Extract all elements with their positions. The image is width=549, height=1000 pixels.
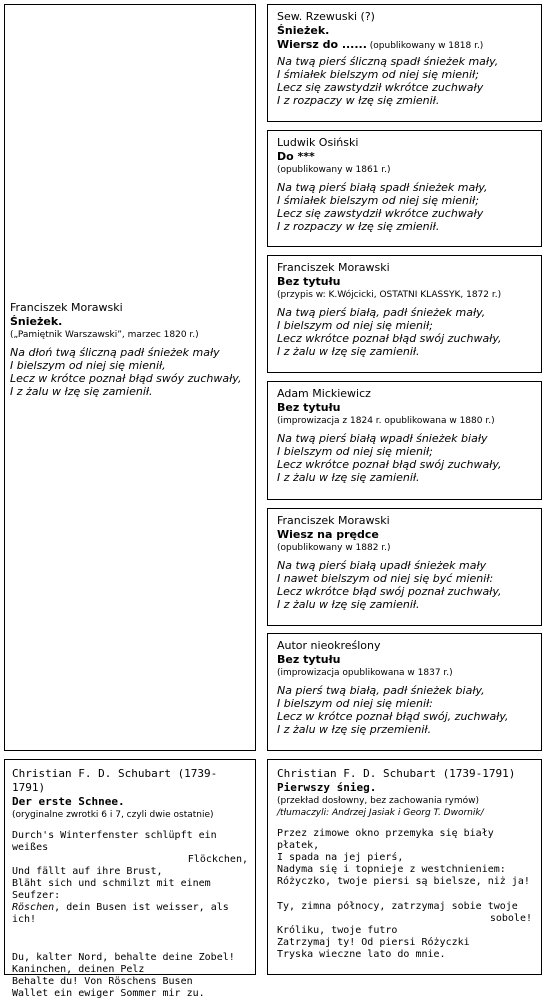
poem-line: Na twą pierś białą upadł śnieżek mały: [277, 559, 487, 572]
poem-line: I spada na jej pierś,: [277, 852, 404, 863]
poem-line: I śmiałek bielszym od niej się mienił;: [277, 194, 479, 207]
poem-line: I z żalu w łzę się zamienił.: [277, 471, 420, 484]
poem-line: Und fällt auf ihre Brust,: [12, 866, 163, 877]
poem-line: Na pierś twą białą, padł śnieżek biały,: [277, 684, 485, 697]
poem-title: Pierwszy śnieg.: [277, 781, 377, 794]
poem-translators: /tłumaczyli: Andrzej Jasiak i Georg T. Dwornik/: [277, 808, 484, 818]
poem-line: Lecz w krótce poznał błąd swój, zuchwały,: [277, 710, 509, 723]
poem-line: Bläht sich und schmilzt mit einem Seufzer:: [12, 878, 211, 901]
poem-line: Durch's Winterfenster schlüpft ein weißes: [12, 830, 217, 853]
poem-title: Bez tytułu: [277, 275, 341, 288]
poem-line: Lecz wkrótce poznał błąd swój zuchwały,: [277, 332, 502, 345]
poem-author: Christian F. D. Schubart (1739-1791): [277, 767, 516, 780]
poem-line: Tryska wieczne lato do mnie.: [277, 949, 446, 960]
poem-line: [12, 902, 248, 926]
poem-line: Behalte du! Von Röschens Busen: [12, 976, 193, 987]
poem-box-variant: [267, 508, 542, 626]
poem-line: I z rozpaczy w łzę się zmienił.: [277, 94, 440, 107]
poem-title: Der erste Schnee.: [12, 795, 125, 808]
poem-box-german-original: [4, 759, 256, 999]
poem-line: Na twą pierś białą spadł śnieżek mały,: [277, 181, 488, 194]
poem-text: [277, 559, 532, 611]
poem-author: Franciszek Morawski: [277, 514, 390, 527]
poem-line: Lecz w krótce poznał błąd swóy zuchwały,: [10, 372, 242, 385]
poem-author: Franciszek Morawski: [277, 261, 390, 274]
poem-author: Autor nieokreślony: [277, 639, 381, 652]
poem-line-rest: , dein Busen ist weisser, als ich!: [12, 902, 229, 925]
poem-line: Kaninchen, deinen Pelz: [12, 964, 145, 975]
poem-title: Śnieżek.: [277, 24, 330, 37]
poem-note: (przypis w: K.Wójcicki, OSTATNI KLASSYK, 1872 r.): [277, 290, 502, 300]
poem-line: Na twą pierś śliczną spadł śnieżek mały,: [277, 55, 499, 68]
poem-line: Na twą pierś białą, padł śnieżek mały,: [277, 306, 486, 319]
poem-line: Nadyma się i topnieje z westchnieniem:: [277, 864, 506, 875]
poem-line: sobole!: [489, 913, 532, 924]
poem-line: I z żalu w łzę się przemienił.: [277, 723, 432, 736]
poem-line: Zatrzymaj ty! Od piersi Różyczki: [277, 937, 470, 948]
poem-author: Franciszek Morawski: [10, 301, 123, 314]
poem-line-emphasis: Röschen: [12, 902, 55, 913]
poem-title: Śnieżek.: [10, 315, 63, 328]
poem-text: [277, 432, 532, 484]
poem-line: I nawet bielszym od niej się być mienił:: [277, 572, 494, 585]
poem-text: [277, 684, 532, 736]
poem-note: (improwizacja opublikowana w 1837 r.): [277, 668, 453, 678]
poem-line: Różyczko, twoje piersi są bielsze, niż ja!: [277, 876, 530, 887]
poem-text: [12, 830, 248, 1000]
poem-note: (opublikowany w 1861 r.): [277, 165, 391, 175]
poem-line: Na twą pierś białą wpadł śnieżek biały: [277, 432, 488, 445]
poem-line: Lecz wkrótce poznał błąd swój zuchwały,: [277, 458, 502, 471]
poem-box-variant: [267, 633, 542, 751]
poem-note: (przekład dosłowny, bez zachowania rymów): [277, 796, 479, 806]
poem-subtitle-text: Wiersz do ......: [277, 38, 367, 51]
poem-line: Lecz się zawstydził wkrótce zuchwały: [277, 81, 484, 94]
poem-text: [277, 306, 532, 358]
poem-text: [10, 346, 250, 398]
poem-line: Przez zimowe okno przemyka się biały płatek,: [277, 828, 494, 851]
poem-box-left-main: [4, 4, 256, 751]
poem-line: Na dłoń twą śliczną padł śnieżek mały: [10, 346, 220, 359]
poem-line: I bielszym od niej się mienił:: [277, 697, 433, 710]
poem-title: Do ***: [277, 150, 315, 163]
poem-box-variant: [267, 255, 542, 373]
poem-note: („Pamiętnik Warszawski”, marzec 1820 r.): [10, 330, 199, 340]
poem-note: (improwizacja z 1824 r. opublikowana w 1880 r.): [277, 416, 495, 426]
poem-line: I z żalu w łzę się zamienił.: [277, 345, 420, 358]
poem-title: Wiesz na prędce: [277, 528, 379, 541]
poem-note: (oryginalne zwrotki 6 i 7, czyli dwie ostatnie): [12, 810, 214, 820]
poem-text: [277, 828, 532, 961]
poem-author: Adam Mickiewicz: [277, 387, 371, 400]
poem-line: Lecz wkrótce błąd swój poznał zuchwały,: [277, 585, 502, 598]
poem-line: I bielszym od niej się mienił;: [277, 445, 433, 458]
poem-note: (opublikowany w 1818 r.): [366, 41, 484, 51]
poem-text: [277, 181, 532, 233]
poem-line: I bielszym od niej się mienił,: [10, 359, 166, 372]
poem-box-variant: [267, 130, 542, 247]
poem-box-variant: [267, 381, 542, 500]
poem-line: Lecz się zawstydził wkrótce zuchwały: [277, 207, 484, 220]
poem-box-variant: [267, 4, 542, 122]
poem-line: I z żalu w łzę się zamienił.: [277, 598, 420, 611]
poem-line: I śmiałek bielszym od niej się mienił;: [277, 68, 479, 81]
poem-line: Ty, zimna północy, zatrzymaj sobie twoje: [277, 901, 518, 912]
poem-line: Wallet ein ewiger Sommer mir zu.: [12, 988, 205, 999]
poem-subtitle: [277, 38, 532, 52]
poem-line: I bielszym od niej się mienił;: [277, 319, 433, 332]
poem-line: Króliku, twoje futro: [277, 925, 398, 936]
poem-title: Bez tytułu: [277, 401, 341, 414]
poem-line: Flöckchen,: [187, 854, 248, 865]
poem-author: Christian F. D. Schubart (1739-1791): [12, 767, 218, 794]
poem-line: I z żalu w łzę się zamienił.: [10, 385, 153, 398]
poem-line: Du, kalter Nord, behalte deine Zobel!: [12, 952, 235, 963]
poem-line: I z rozpaczy w łzę się zmienił.: [277, 220, 440, 233]
poem-title: Bez tytułu: [277, 653, 341, 666]
poem-author: Sew. Rzewuski (?): [277, 10, 375, 23]
poem-text: [277, 55, 532, 107]
poem-box-polish-translation: [267, 759, 542, 975]
poem-author: Ludwik Osiński: [277, 136, 359, 149]
poem-note: (opublikowany w 1882 r.): [277, 543, 391, 553]
